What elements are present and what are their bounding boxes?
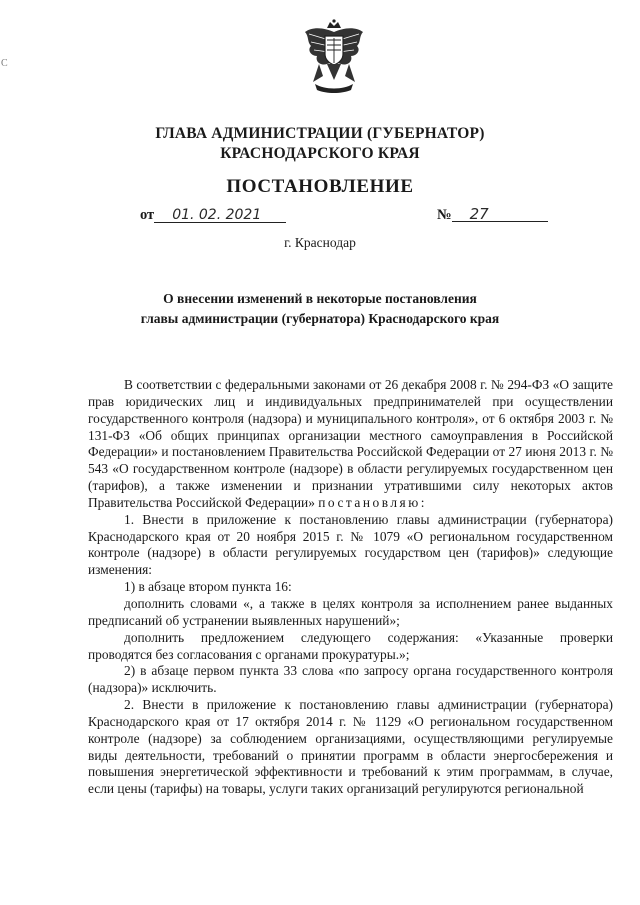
authority-title-line2: КРАСНОДАРСКОГО КРАЯ <box>220 145 420 162</box>
document-type-heading: ПОСТАНОВЛЕНИЕ <box>226 176 414 197</box>
date-value: 01. 02. 2021 <box>154 208 286 223</box>
margin-mark: C <box>1 58 8 69</box>
document-title-line1: О внесении изменений в некоторые постановления <box>163 291 477 306</box>
coat-of-arms-emblem <box>301 18 367 96</box>
paragraph-subitem-1: 1) в абзаце втором пункта 16: <box>124 579 292 595</box>
decree-word: постановляю: <box>318 494 427 510</box>
document-title-line2: главы администрации (губернатора) Краснодарского края <box>140 311 500 326</box>
paragraph-preamble <box>88 377 613 512</box>
date-field <box>140 207 286 224</box>
city-line: г. Краснодар <box>284 235 356 250</box>
authority-title-line1: ГЛАВА АДМИНИСТРАЦИИ (ГУБЕРНАТОР) <box>155 125 485 142</box>
paragraph-item-1: 1. Внести в приложение к постановлению главы администрации (губернатора) Краснодарского края от 20 ноября 2015 г. № 1079 «О региональном государственном контроле (надзоре) в области регулируемых государством цен (тарифов)» следующие изменения: <box>88 511 613 578</box>
document-body <box>88 377 613 798</box>
preamble-text: В соответствии с федеральными законами от 26 декабря 2008 г. № 294-ФЗ «О защите прав юридических лиц и индивидуальных предпринимателей при осуществлении государственного контроля (надзора) и муниципального контроля», от 6 октября 2003 г. № 131-ФЗ «Об общих принципах организации местного самоуправления в Российской Федерации» и постановлением Правительства Российской Федерации от 27 июня 2013 г. № 543 «О государственном контроле (надзоре) в области регулируемых государственном цен (тарифов), а также изменении и признании утратившими силу некоторых актов Правительства Российской Федерации» <box>88 377 613 510</box>
paragraph-item-2: 2. Внести в приложение к постановлению главы администрации (губернатора) Краснодарского края от 17 октября 2014 г. № 1129 «О региональном государственном контроле (надзоре) за соблюдением организациями, осуществляющими регулируемые виды деятельности, требований о принятии программ в области энергосбережения и повышения энергетической эффективности и требований к этим программам, в случае, если цены (тарифы) на товары, услуги таких организаций регулируются региональной <box>88 697 613 797</box>
paragraph-addition-1: дополнить словами «, а также в целях контроля за исполнением ранее выданных предписаний об устранении выявленных нарушений»; <box>88 595 613 628</box>
paragraph-addition-2: дополнить предложением следующего содержания: «Указанные проверки проводятся без согласования с органами прокуратуры.»; <box>88 629 613 662</box>
date-label: от <box>140 207 155 223</box>
number-value: 27 <box>452 207 548 222</box>
number-label: № <box>437 207 452 223</box>
number-field <box>437 207 548 224</box>
paragraph-subitem-2: 2) в абзаце первом пункта 33 слова «по запросу органа государственного контроля (надзора)» исключить. <box>88 663 613 696</box>
